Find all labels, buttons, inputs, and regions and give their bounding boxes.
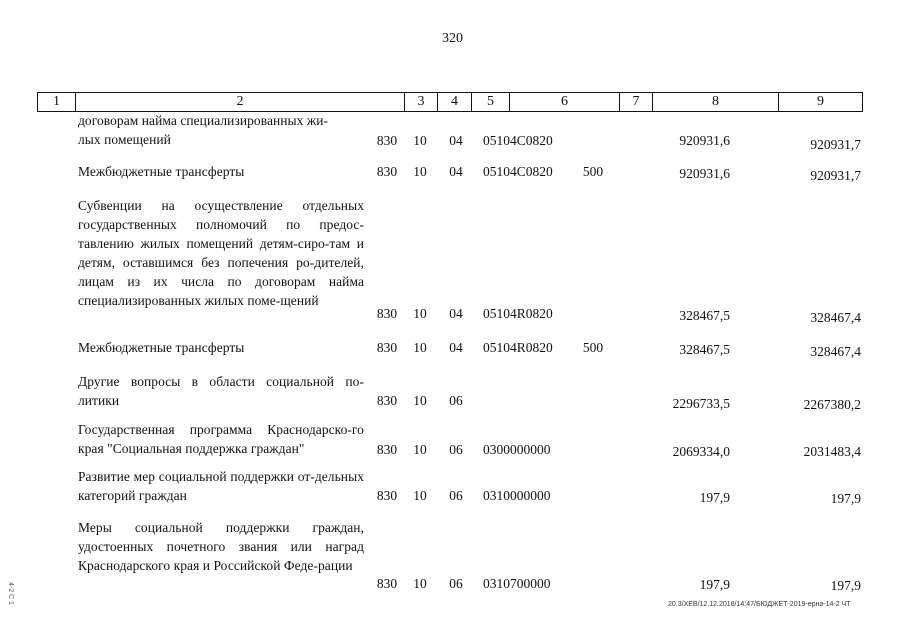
row-col-6: 0310700000 bbox=[483, 576, 551, 591]
row-col-6: 0300000000 bbox=[483, 442, 551, 457]
row-col-5: 06 bbox=[449, 442, 463, 457]
row-col-4: 10 bbox=[413, 164, 427, 179]
row-col-6: 05104C0820 bbox=[483, 133, 553, 148]
column-header-1: 1 bbox=[37, 93, 75, 111]
row-col-9: 197,9 bbox=[830, 491, 861, 506]
row-col-5: 06 bbox=[449, 576, 463, 591]
row-col-8: 197,9 bbox=[699, 577, 730, 592]
row-col-6: 05104R0820 bbox=[483, 340, 553, 355]
row-col-8: 2069334,0 bbox=[672, 444, 730, 459]
row-description: Межбюджетные трансферты bbox=[78, 340, 245, 355]
row-col-3: 830 bbox=[376, 133, 398, 148]
column-header-5: 5 bbox=[471, 93, 509, 111]
row-col-8: 328467,5 bbox=[679, 308, 730, 323]
column-header-7: 7 bbox=[619, 93, 652, 111]
row-col-4: 10 bbox=[413, 488, 427, 503]
row-col-3: 830 bbox=[376, 164, 398, 179]
row-col-3: 830 bbox=[376, 393, 398, 408]
row-col-3: 830 bbox=[376, 488, 398, 503]
column-header-9: 9 bbox=[778, 93, 863, 111]
row-col-9: 2267380,2 bbox=[803, 397, 861, 412]
row-col-3: 830 bbox=[376, 340, 398, 355]
row-col-4: 10 bbox=[413, 442, 427, 457]
row-col-8: 920931,6 bbox=[679, 166, 730, 181]
column-header-6: 6 bbox=[509, 93, 619, 111]
row-col-8: 328467,5 bbox=[679, 342, 730, 357]
row-col-8: 920931,6 bbox=[679, 133, 730, 148]
row-col-8: 2296733,5 bbox=[672, 396, 730, 411]
row-col-4: 10 bbox=[413, 340, 427, 355]
row-col-5: 06 bbox=[449, 393, 463, 408]
row-col-9: 920931,7 bbox=[810, 137, 861, 152]
row-col-9: 328467,4 bbox=[810, 344, 861, 359]
row-col-5: 04 bbox=[449, 340, 463, 355]
row-description: Государственная программа Краснодарско-го края "Социальная поддержка граждан" bbox=[78, 422, 364, 456]
column-header-3: 3 bbox=[404, 93, 437, 111]
row-col-4: 10 bbox=[413, 393, 427, 408]
row-description: договорам найма специализированных жи- лых помещений bbox=[78, 113, 329, 147]
row-col-8: 197,9 bbox=[699, 490, 730, 505]
row-description: Меры социальной поддержки граждан, удостоенных почетного звания или наград Краснодарского края и Российской Феде-рации bbox=[78, 520, 364, 573]
row-col-9: 2031483,4 bbox=[803, 444, 861, 459]
footer-document-code: 20.3/ХЕВ/12.12.2018/14:47/БЮДЖЕТ-2019-ерна-14-2 ЧТ bbox=[668, 601, 851, 608]
row-col-5: 04 bbox=[449, 133, 463, 148]
row-description: Межбюджетные трансферты bbox=[78, 164, 245, 179]
column-header-4: 4 bbox=[437, 93, 471, 111]
page-number: 320 bbox=[442, 31, 463, 46]
row-col-3: 830 bbox=[376, 306, 398, 321]
row-col-4: 10 bbox=[413, 576, 427, 591]
row-col-5: 04 bbox=[449, 306, 463, 321]
row-col-9: 328467,4 bbox=[810, 310, 861, 325]
margin-mark: 4-2 С 1 bbox=[7, 582, 14, 605]
column-header-8: 8 bbox=[652, 93, 778, 111]
row-col-7: 500 bbox=[582, 164, 604, 179]
table-header bbox=[37, 92, 863, 112]
row-col-4: 10 bbox=[413, 306, 427, 321]
row-col-5: 06 bbox=[449, 488, 463, 503]
row-col-3: 830 bbox=[376, 442, 398, 457]
row-description: Субвенции на осуществление отдельных государственных полномочий по предос-тавлению жилых помещений детям-сиро-там и детям, оставшимся без попечения ро-дителей, лицам из их числа по договорам найма специализированных жилых поме-щений bbox=[78, 198, 364, 308]
row-col-5: 04 bbox=[449, 164, 463, 179]
row-col-9: 197,9 bbox=[830, 578, 861, 593]
row-col-4: 10 bbox=[413, 133, 427, 148]
row-col-3: 830 bbox=[376, 576, 398, 591]
row-col-6: 0310000000 bbox=[483, 488, 551, 503]
row-description: Другие вопросы в области социальной по-литики bbox=[78, 374, 364, 408]
row-col-6: 05104R0820 bbox=[483, 306, 553, 321]
column-header-2: 2 bbox=[75, 93, 404, 111]
row-col-7: 500 bbox=[582, 340, 604, 355]
row-description: Развитие мер социальной поддержки от-дельных категорий граждан bbox=[78, 469, 364, 503]
row-col-9: 920931,7 bbox=[810, 168, 861, 183]
row-col-6: 05104C0820 bbox=[483, 164, 553, 179]
